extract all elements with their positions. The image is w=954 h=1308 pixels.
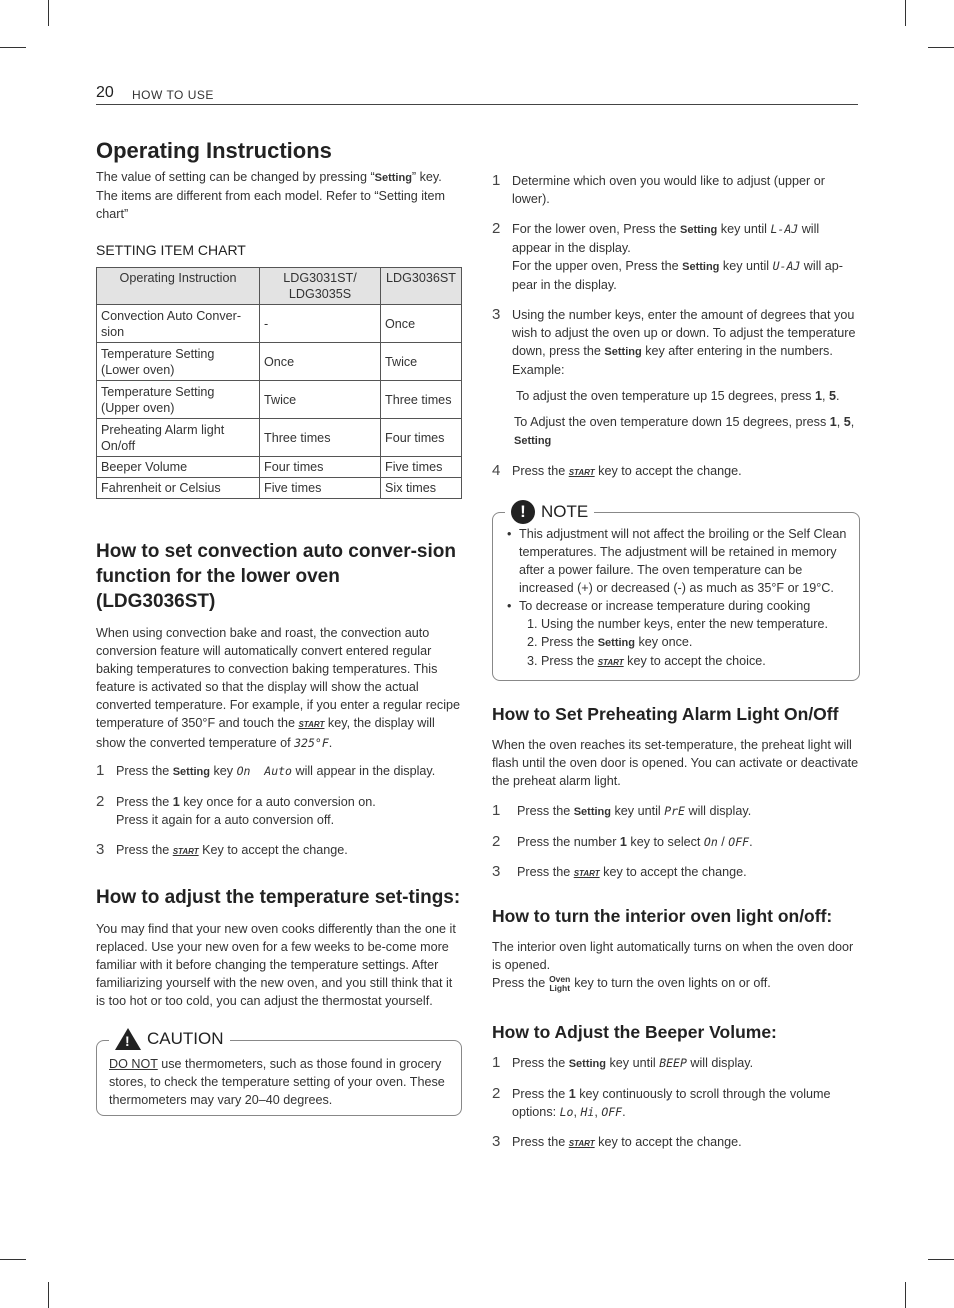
table-cell: Twice bbox=[381, 343, 462, 381]
step-text bbox=[517, 802, 860, 821]
setting-key: Setting bbox=[604, 346, 642, 358]
number-key: 5 bbox=[828, 389, 836, 403]
step-number: 1 bbox=[492, 802, 501, 819]
adjust-body: You may find that your new oven cooks differently than the one it replaced. Use your new oven for a few weeks to be-come more familiar with it before changing the temperature settings. After familiarizing yourself with the new oven, and you still think that it is too hot or too cold, you can adjust the thermostat yourself. bbox=[96, 922, 456, 1008]
display-readout: PrE bbox=[664, 804, 685, 818]
text: down bbox=[691, 415, 722, 429]
text: ” key. bbox=[411, 170, 442, 184]
step-number: 1 bbox=[492, 1053, 501, 1071]
start-key: START bbox=[298, 720, 325, 729]
text: key to accept the change. bbox=[598, 1134, 742, 1149]
text: key continuously to scroll through the volume options: bbox=[512, 1086, 831, 1119]
text: key until bbox=[720, 222, 767, 236]
left-column bbox=[96, 138, 462, 1116]
setting-key: Setting bbox=[374, 172, 412, 184]
preheat-step bbox=[492, 802, 860, 821]
table-cell: Beeper Volume bbox=[97, 457, 260, 478]
step-text bbox=[512, 306, 860, 379]
setting-key: Setting bbox=[573, 806, 611, 818]
table-row bbox=[97, 457, 462, 478]
convection-body bbox=[96, 624, 462, 752]
display-readout: Lo bbox=[559, 1104, 574, 1119]
preheat-step bbox=[492, 863, 860, 883]
display-readout: L-AJ bbox=[770, 222, 799, 236]
step-number: 3 bbox=[96, 841, 105, 858]
note-text: NOTE bbox=[541, 502, 589, 521]
text: . bbox=[328, 736, 333, 750]
beeper-heading: How to Adjust the Beeper Volume: bbox=[492, 1021, 777, 1042]
preheat-body: When the oven reaches its set-temperature, the preheat light will flash until the oven door is opened. You can activate or deactivate the preheat alarm light. bbox=[492, 738, 859, 788]
table-cell: Convection Auto Conver-sion bbox=[97, 305, 260, 343]
table-cell: Once bbox=[381, 305, 462, 343]
caution-text: CAUTION bbox=[147, 1029, 224, 1048]
column-header: Operating Instruction bbox=[97, 268, 260, 305]
page-title: Operating Instructions bbox=[96, 138, 332, 163]
table-cell: - bbox=[260, 305, 381, 343]
text: key to select bbox=[630, 835, 701, 849]
table-cell: Temperature Setting (Upper oven) bbox=[97, 381, 260, 419]
note-box bbox=[492, 502, 860, 681]
text: will display. bbox=[690, 1055, 754, 1070]
convection-step bbox=[96, 841, 462, 861]
example-label: Example: bbox=[512, 363, 565, 377]
text: 15 degrees, press bbox=[710, 389, 812, 403]
start-key: START bbox=[172, 847, 199, 856]
text: Press the number bbox=[517, 835, 617, 849]
exclamation-icon: ! bbox=[511, 500, 535, 524]
chart-title: SETTING ITEM CHART bbox=[96, 242, 246, 258]
step-text bbox=[517, 833, 860, 851]
text: Press the bbox=[517, 804, 571, 818]
list-item: • To decrease or increase temperature during cooking bbox=[505, 597, 851, 615]
display-readout: OFF bbox=[601, 1104, 623, 1119]
column-header: LDG3031ST/ LDG3035S bbox=[260, 268, 381, 305]
start-key: START bbox=[568, 468, 595, 477]
light-body: The interior oven light automatically turns on when the oven door is opened. bbox=[492, 940, 854, 972]
text: . bbox=[749, 835, 753, 849]
text: Press the bbox=[517, 865, 571, 879]
table-cell: Three times bbox=[381, 381, 462, 419]
oven-light-key: Oven Light bbox=[549, 973, 571, 993]
text: 15 degrees, press bbox=[725, 415, 827, 429]
display-readout: On Auto bbox=[236, 764, 292, 778]
text: 2. Press the bbox=[527, 635, 595, 649]
note-substeps bbox=[505, 615, 851, 672]
text: Key to accept the change. bbox=[202, 843, 348, 857]
display-readout: On bbox=[703, 835, 718, 849]
right-column bbox=[492, 172, 860, 1165]
text: will ap-pear in the display. bbox=[512, 259, 843, 292]
note-list bbox=[505, 525, 851, 615]
adjust-step bbox=[492, 306, 860, 379]
section-label: HOW TO USE bbox=[132, 88, 214, 102]
step-text bbox=[116, 841, 462, 861]
text: For the lower oven, Press the bbox=[512, 222, 677, 236]
text: Press the bbox=[512, 1086, 566, 1101]
text: Press the bbox=[116, 795, 170, 809]
step-number: 1 bbox=[96, 762, 105, 779]
number-key: 1 bbox=[619, 835, 627, 849]
note-label bbox=[505, 500, 594, 524]
table-row bbox=[97, 343, 462, 381]
text: . bbox=[835, 389, 840, 403]
text: 3. Press the bbox=[527, 654, 595, 668]
number-key: 1 bbox=[568, 1086, 576, 1101]
adjust-step bbox=[492, 462, 860, 482]
text: Press the bbox=[512, 1134, 566, 1149]
start-key: START bbox=[568, 1138, 595, 1148]
page-header bbox=[96, 84, 858, 105]
table-header-row bbox=[97, 268, 462, 305]
text: Press the bbox=[492, 976, 546, 990]
text: Press the bbox=[116, 764, 170, 778]
crop-mark bbox=[48, 1282, 49, 1308]
text: Press the bbox=[512, 1055, 566, 1070]
text: To adjust the oven temperature bbox=[516, 389, 690, 403]
text: DO NOT bbox=[109, 1057, 158, 1071]
preheat-heading: How to Set Preheating Alarm Light On/Off bbox=[492, 704, 839, 724]
text: key until bbox=[722, 259, 770, 273]
start-key: START bbox=[573, 869, 600, 878]
start-key: START bbox=[597, 658, 624, 667]
text: will appear in the display. bbox=[512, 222, 820, 255]
crop-mark bbox=[0, 1259, 26, 1260]
table-cell: Twice bbox=[260, 381, 381, 419]
text: When using convection bake and roast, the convection auto conversion feature will automatically convert entered regular baking temperatures to convection baking temperatures. This feature is activated so that the display will show the actual converted temperature. For example, if you enter a regular recipe temperature of 350°F and touch the bbox=[96, 626, 461, 730]
list-item bbox=[527, 652, 851, 672]
step-number: 2 bbox=[492, 1084, 501, 1102]
light-heading: How to turn the interior oven light on/off: bbox=[492, 906, 833, 926]
text: Using the number keys, enter the amount of degrees that you wish to adjust the oven up or down. To adjust the temperature down, press the bbox=[512, 308, 856, 358]
display-readout: Hi bbox=[580, 1104, 595, 1119]
text: Press the bbox=[116, 843, 170, 857]
beeper-step bbox=[492, 1133, 860, 1153]
text: key after entering in the numbers. bbox=[645, 344, 833, 358]
crop-mark bbox=[928, 1259, 954, 1260]
step-text bbox=[512, 220, 860, 294]
caution-body bbox=[109, 1055, 449, 1109]
display-readout: 325°F bbox=[294, 736, 329, 750]
text: will appear in the display. bbox=[295, 764, 436, 778]
step-text: Determine which oven you would like to adjust (upper or lower). bbox=[512, 174, 825, 206]
convection-heading: How to set convection auto conver-sion function for the lower oven (LDG3036ST) bbox=[96, 541, 456, 612]
text: key, the display will show the converted temperature of bbox=[96, 716, 435, 750]
intro-paragraph-2: The items are different from each model. Refer to “Setting item chart” bbox=[96, 189, 446, 221]
text: key to accept the change. bbox=[598, 464, 742, 478]
text: Press it again for a auto conversion off. bbox=[116, 813, 335, 827]
table-cell: Three times bbox=[260, 419, 381, 457]
step-number: 2 bbox=[96, 793, 105, 810]
table-row bbox=[97, 419, 462, 457]
text: key to accept the choice. bbox=[627, 654, 766, 668]
crop-mark bbox=[0, 47, 26, 48]
beeper-step bbox=[492, 1085, 860, 1121]
number-key: 1 bbox=[829, 415, 837, 429]
column-header: LDG3036ST bbox=[381, 268, 462, 305]
adjust-step bbox=[492, 220, 860, 294]
step-number: 2 bbox=[492, 833, 501, 850]
display-readout: OFF bbox=[728, 835, 750, 849]
text: For the upper oven, Press the bbox=[512, 259, 679, 273]
list-item: • This adjustment will not affect the broiling or the Self Clean temperatures. The adjustment will be retained in memory after a power failure. The oven temperature can be increased (+) or decreased (-) as much as 35°F or 19°C. bbox=[505, 525, 851, 597]
list-item bbox=[527, 633, 851, 652]
setting-key: Setting bbox=[514, 435, 552, 447]
text: , bbox=[821, 389, 826, 403]
warning-icon: ! bbox=[115, 1028, 141, 1050]
text: key to turn the oven lights on or off. bbox=[574, 976, 771, 990]
setting-key: Setting bbox=[680, 224, 718, 236]
setting-key: Setting bbox=[172, 766, 210, 778]
step-text bbox=[517, 863, 860, 883]
caution-label bbox=[109, 1028, 230, 1050]
step-text: Press the 1 key continuously to scroll through the volume options: Lo, Hi, OFF. bbox=[512, 1086, 831, 1119]
table-row bbox=[97, 478, 462, 499]
text: key until bbox=[609, 1055, 656, 1070]
text: up bbox=[693, 389, 708, 403]
example-down: To Adjust the oven temperature down 15 degrees, press 1, 5, Setting bbox=[514, 415, 855, 447]
step-number: 3 bbox=[492, 1132, 501, 1150]
list-item: 1. Using the number keys, enter the new temperature. bbox=[527, 617, 829, 631]
table-cell: Four times bbox=[381, 419, 462, 457]
table-cell: Five times bbox=[381, 457, 462, 478]
example-up bbox=[516, 387, 860, 405]
setting-item-table bbox=[96, 267, 462, 499]
table-cell: Preheating Alarm light On/off bbox=[97, 419, 260, 457]
step-number: 3 bbox=[492, 306, 501, 323]
intro-paragraph bbox=[96, 168, 462, 187]
text: use thermometers, such as those found in grocery stores, to check the temperature setting of your oven. These thermometers may vary 20–40 degrees. bbox=[109, 1057, 445, 1107]
step-number: 4 bbox=[492, 462, 501, 479]
text: The value of setting can be changed by pressing “ bbox=[96, 170, 375, 184]
step-number: 1 bbox=[492, 172, 501, 189]
step-text bbox=[116, 762, 462, 781]
text: key to accept the change. bbox=[603, 865, 747, 879]
beeper-step bbox=[492, 1054, 860, 1073]
text: will display. bbox=[688, 804, 752, 818]
text: / bbox=[721, 835, 725, 849]
setting-key: Setting bbox=[682, 261, 720, 273]
step-text bbox=[116, 793, 462, 829]
number-key: 1 bbox=[172, 795, 180, 809]
text: To Adjust the oven temperature bbox=[514, 415, 689, 429]
page-number: 20 bbox=[96, 84, 114, 101]
text: key once for a auto conversion on. bbox=[183, 795, 376, 809]
adjust-step bbox=[492, 172, 860, 208]
step-text bbox=[512, 462, 860, 482]
table-cell: Four times bbox=[260, 457, 381, 478]
table-cell: Fahrenheit or Celsius bbox=[97, 478, 260, 499]
text: key once. bbox=[638, 635, 693, 649]
crop-mark bbox=[905, 0, 906, 26]
step-number: 3 bbox=[492, 863, 501, 880]
text: Press the bbox=[512, 464, 566, 478]
table-row bbox=[97, 381, 462, 419]
table-cell: Once bbox=[260, 343, 381, 381]
light-instruction bbox=[492, 974, 860, 993]
caution-box bbox=[96, 1029, 462, 1116]
table-row bbox=[97, 305, 462, 343]
table-cell: Six times bbox=[381, 478, 462, 499]
table-cell: Temperature Setting (Lower oven) bbox=[97, 343, 260, 381]
convection-step bbox=[96, 793, 462, 829]
text: key until bbox=[614, 804, 661, 818]
step-text bbox=[512, 1133, 860, 1153]
number-key: 5 bbox=[843, 415, 851, 429]
adjust-heading: How to adjust the temperature set-tings: bbox=[96, 887, 461, 908]
preheat-step bbox=[492, 833, 860, 851]
table-cell: Five times bbox=[260, 478, 381, 499]
step-text bbox=[512, 1054, 860, 1073]
setting-key: Setting bbox=[568, 1057, 606, 1070]
display-readout: U-AJ bbox=[772, 259, 801, 273]
crop-mark bbox=[905, 1282, 906, 1308]
number-key: 1 bbox=[814, 389, 822, 403]
display-readout: BEEP bbox=[659, 1055, 687, 1070]
step-number: 2 bbox=[492, 220, 501, 237]
crop-mark bbox=[48, 0, 49, 26]
setting-key: Setting bbox=[597, 637, 635, 649]
crop-mark bbox=[928, 47, 954, 48]
convection-step bbox=[96, 762, 462, 781]
text: key bbox=[213, 764, 234, 778]
